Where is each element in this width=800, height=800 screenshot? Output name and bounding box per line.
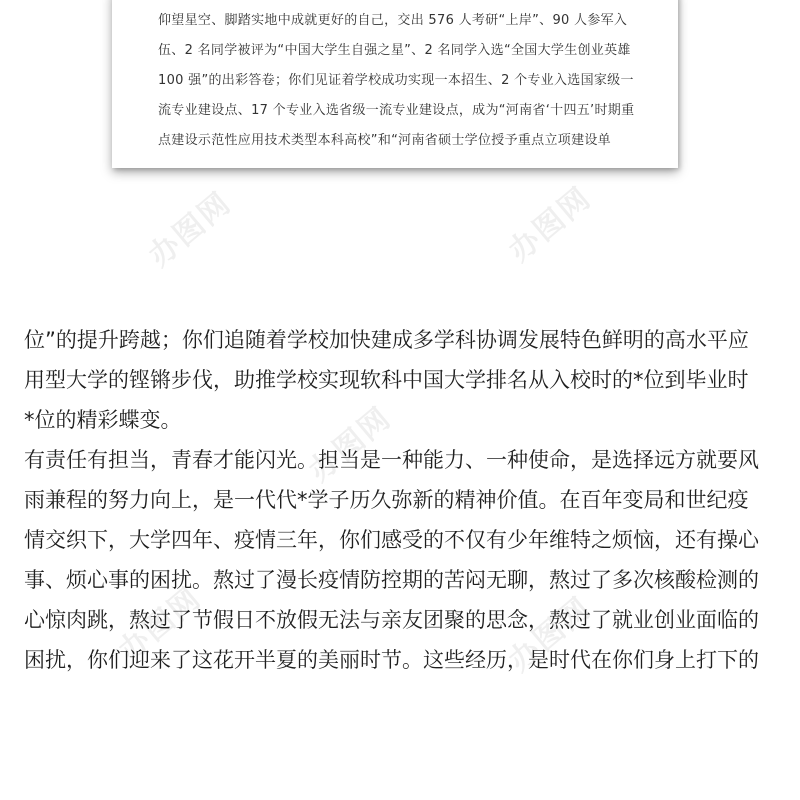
watermark: 办图网	[112, 580, 209, 669]
watermark: 办图网	[302, 400, 399, 489]
excerpt-line: 100 强”的出彩答卷；你们见证着学校成功实现一本招生、2 个专业入选国家级一	[158, 73, 634, 88]
excerpt-line: 点建设示范性应用技术类型本科高校”和“河南省硕士学位授予重点立项建设单	[158, 133, 611, 148]
excerpt-line: 伍、2 名同学被评为“中国大学生自强之星”、2 名同学入选“全国大学生创业英雄	[158, 43, 631, 58]
body-line: 位”的提升跨越；你们追随着学校加快建成多学科协调发展特色鲜明的高水平应	[24, 328, 749, 352]
article-body	[24, 320, 784, 680]
quoted-excerpt-card	[112, 0, 678, 168]
body-line: 情交织下，大学四年、疫情三年，你们感受的不仅有少年维特之烦恼，还有操心	[24, 528, 759, 552]
body-line: *位的精彩蝶变。	[24, 408, 182, 432]
body-line: 事、烦心事的困扰。熬过了漫长疫情防控期的苦闷无聊，熬过了多次核酸检测的	[24, 568, 759, 592]
watermark: 办图网	[502, 590, 599, 679]
body-line: 雨兼程的努力向上，是一代代*学子历久弥新的精神价值。在百年变局和世纪疫	[24, 488, 749, 512]
excerpt-line: 仰望星空、脚踏实地中成就更好的自己，交出 576 人考研“上岸”、90 人参军入	[158, 13, 628, 28]
watermark: 办图网	[502, 180, 599, 269]
body-line: 心惊肉跳，熬过了节假日不放假无法与亲友团聚的思念，熬过了就业创业面临的	[24, 608, 759, 632]
body-line: 困扰，你们迎来了这花开半夏的美丽时节。这些经历，是时代在你们身上打下的	[24, 648, 759, 672]
excerpt-line: 流专业建设点、17 个专业入选省级一流专业建设点，成为“河南省‘十四五’时期重	[158, 103, 635, 118]
excerpt-text	[158, 6, 646, 156]
body-line: 用型大学的铿锵步伐，助推学校实现软科中国大学排名从入校时的*位到毕业时	[24, 368, 749, 392]
watermark: 办图网	[142, 185, 239, 274]
body-line: 有责任有担当，青春才能闪光。担当是一种能力、一种使命，是选择远方就要风	[24, 448, 759, 472]
